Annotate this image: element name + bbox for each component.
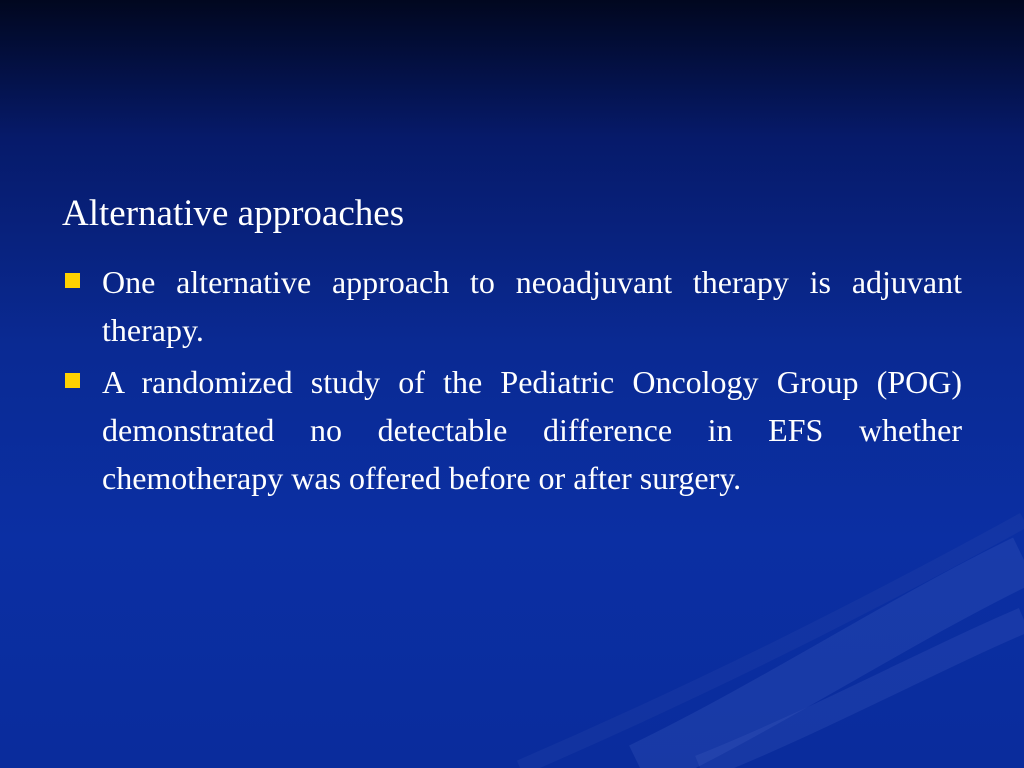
bullet-item [62,358,962,502]
square-bullet-icon [65,273,80,288]
slide-title: Alternative approaches [62,193,405,234]
bullet-text: One alternative approach to neoadjuvant therapy is adjuvant therapy. [102,264,962,348]
bullet-item [62,258,962,354]
bullet-list [62,258,962,506]
bullet-text: A randomized study of the Pediatric Oncology Group (POG) demonstrated no detectable difference in EFS whether chemotherapy was offered before or after surgery. [102,364,962,496]
square-bullet-icon [65,373,80,388]
